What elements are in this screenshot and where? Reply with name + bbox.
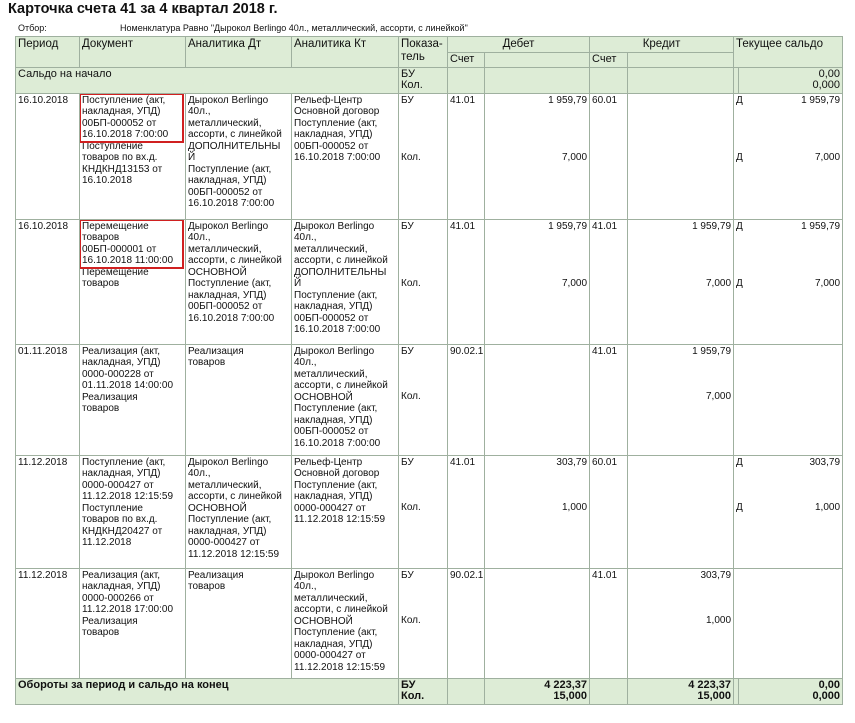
col-period: Период [16,37,80,68]
opening-balance-row [16,67,843,93]
row-balance-kol: 7,000 [815,152,841,163]
row-debit-account: 90.02.1 [448,568,485,678]
row-analytics-kt: Дырокол Berlingo 40л., металлический, ассорти, с линейкой ОСНОВНОЙ Поступление (акт, накладная, УПД) 00БП-000052 от 16.10.2018 7:00:00 [292,344,399,455]
row-period: 16.10.2018 [16,93,80,219]
row-analytics-kt: Рельеф-Центр Основной договор Поступление (акт, накладная, УПД) 0000-000427 от 11.12.2018 12:15:59 [292,455,399,568]
table-row [16,219,843,344]
row-balance-dir: Д [736,502,743,513]
row-balance-dir: Д [736,152,743,163]
table-row [16,344,843,455]
row-analytics-dt: Дырокол Berlingo 40л., металлический, ассорти, с линейкой ОСНОВНОЙ Поступление (акт, накладная, УПД) 0000-000427 от 11.12.2018 12:15:59 [186,455,292,568]
header-row [16,37,843,53]
row-analytics-kt: Рельеф-Центр Основной договор Поступление (акт, накладная, УПД) 00БП-000052 от 16.10.2018 7:00:00 [292,93,399,219]
row-document[interactable]: Поступление (акт, накладная, УПД) 00БП-000052 от 16.10.2018 7:00:00 [82,94,169,140]
opening-kol-value: 0,000 [812,79,841,91]
row-analytics-kt: Дырокол Berlingo 40л., металлический, ассорти, с линейкой ДОПОЛНИТЕЛЬНЫ Й Поступление (акт, накладная, УПД) 00БП-000052 от 16.10.2018 7:00:00 [292,219,399,344]
row-ind-bu: БУ [401,220,414,232]
row-balance-bu: 1 959,79 [801,220,841,232]
totals-label: Обороты за период и сальдо на конец [16,678,399,704]
row-credit-kol: 7,000 [706,278,732,289]
totals-credit-kol: 15,000 [697,690,732,702]
row-period: 11.12.2018 [16,568,80,678]
row-credit-account: 60.01 [590,93,628,219]
row-ind-bu: БУ [401,94,414,106]
row-ind-bu: БУ [401,345,414,357]
row-document[interactable]: Поступление (акт, накладная, УПД) 0000-000427 от 11.12.2018 12:15:59 [82,456,174,502]
opening-bu-label: БУ [401,67,415,80]
col-indicator: Показа- тель [399,37,448,68]
col-debit-account: Счет [448,53,485,68]
row-analytics-dt: Дырокол Berlingo 40л., металлический, ассорти, с линейкой ОСНОВНОЙ Поступление (акт, накладная, УПД) 00БП-000052 от 16.10.2018 7:00:00 [186,219,292,344]
row-credit-account: 41.01 [590,344,628,455]
row-ind-bu: БУ [401,456,414,468]
row-analytics-kt: Дырокол Berlingo 40л., металлический, ассорти, с линейкой ОСНОВНОЙ Поступление (акт, накладная, УПД) 0000-000427 от 11.12.2018 12:15:59 [292,568,399,678]
row-period: 01.11.2018 [16,344,80,455]
col-credit: Кредит [590,37,734,53]
row-analytics-dt: Реализация товаров [186,344,292,455]
opening-label: Сальдо на начало [16,67,399,93]
row-debit-account: 41.01 [448,219,485,344]
row-document[interactable]: Реализация (акт, накладная, УПД) 0000-000266 от 11.12.2018 17:00:00 [82,569,174,615]
totals-debit-kol: 15,000 [553,690,588,702]
row-period: 16.10.2018 [16,219,80,344]
row-credit-account: 41.01 [590,219,628,344]
table-row [16,93,843,219]
row-credit-bu: 1 959,79 [692,220,732,232]
row-credit-bu: 303,79 [700,569,732,581]
row-ind-kol: Кол. [401,615,421,626]
col-document: Документ [80,37,186,68]
opening-bu-value: 0,00 [818,67,841,80]
row-debit-bu: 303,79 [556,456,588,468]
totals-balance-kol: 0,000 [812,690,841,702]
totals-row [16,678,843,704]
row-credit-kol: 1,000 [706,615,732,626]
col-balance: Текущее сальдо [734,37,843,68]
col-credit-account: Счет [590,53,628,68]
row-ind-kol: Кол. [401,278,421,289]
row-analytics-dt: Реализация товаров [186,568,292,678]
table-row [16,455,843,568]
row-balance-bu: 1 959,79 [801,94,841,106]
row-balance-kol: 1,000 [815,502,841,513]
row-period: 11.12.2018 [16,455,80,568]
row-debit-bu: 1 959,79 [548,94,588,106]
filter-value: Номенклатура Равно "Дырокол Berlingo 40л., металлический, ассорти, с линейкой" [120,23,468,33]
report-title: Карточка счета 41 за 4 квартал 2018 г. [8,1,278,17]
totals-credit-bu: 4 223,37 [688,678,732,691]
row-debit-bu: 1 959,79 [548,220,588,232]
row-document-desc: Перемещение товаров [82,266,149,289]
row-analytics-dt: Дырокол Berlingo 40л., металлический, ассорти, с линейкой ДОПОЛНИТЕЛЬНЫ Й Поступление (акт, накладная, УПД) 00БП-000052 от 16.10.2018 7:00:00 [186,93,292,219]
row-ind-bu: БУ [401,569,414,581]
row-balance-kol: 7,000 [815,278,841,289]
row-debit-account: 41.01 [448,455,485,568]
col-analytics-kt: Аналитика Кт [292,37,399,68]
row-ind-kol: Кол. [401,391,421,402]
row-document-desc: Реализация товаров [82,615,138,638]
opening-kol-label: Кол. [401,79,423,91]
row-document-desc: Реализация товаров [82,391,138,414]
row-balance-dir: Д [736,278,743,289]
row-document[interactable]: Перемещение товаров 00БП-000001 от 16.10.2018 11:00:00 [82,220,174,266]
row-debit-kol: 7,000 [561,278,588,289]
filter-label: Отбор: [18,23,47,33]
row-balance-dir: Д [736,456,743,468]
row-debit-kol: 1,000 [561,502,588,513]
row-balance-bu: 303,79 [809,456,841,468]
row-credit-bu: 1 959,79 [692,345,732,357]
col-debit: Дебет [448,37,590,53]
row-debit-account: 90.02.1 [448,344,485,455]
row-debit-account: 41.01 [448,93,485,219]
totals-debit-bu: 4 223,37 [544,678,588,691]
row-balance-dir: Д [736,220,743,232]
row-ind-kol: Кол. [401,152,421,163]
row-credit-kol: 7,000 [706,391,732,402]
row-document[interactable]: Реализация (акт, накладная, УПД) 0000-000228 от 01.11.2018 14:00:00 [82,345,174,391]
row-ind-kol: Кол. [401,502,421,513]
row-credit-account: 41.01 [590,568,628,678]
totals-kol-label: Кол. [401,690,425,702]
col-analytics-dt: Аналитика Дт [186,37,292,68]
totals-balance-bu: 0,00 [818,678,841,691]
account-card-table [15,36,843,705]
table-row [16,568,843,678]
row-document-desc: Поступление товаров по вх.д. КНДКНД13153 от 16.10.2018 [82,140,163,186]
row-balance-dir: Д [736,94,743,106]
row-debit-kol: 7,000 [561,152,588,163]
totals-bu-label: БУ [401,678,416,691]
row-credit-account: 60.01 [590,455,628,568]
row-document-desc: Поступление товаров по вх.д. КНДКНД20427 от 11.12.2018 [82,502,163,548]
